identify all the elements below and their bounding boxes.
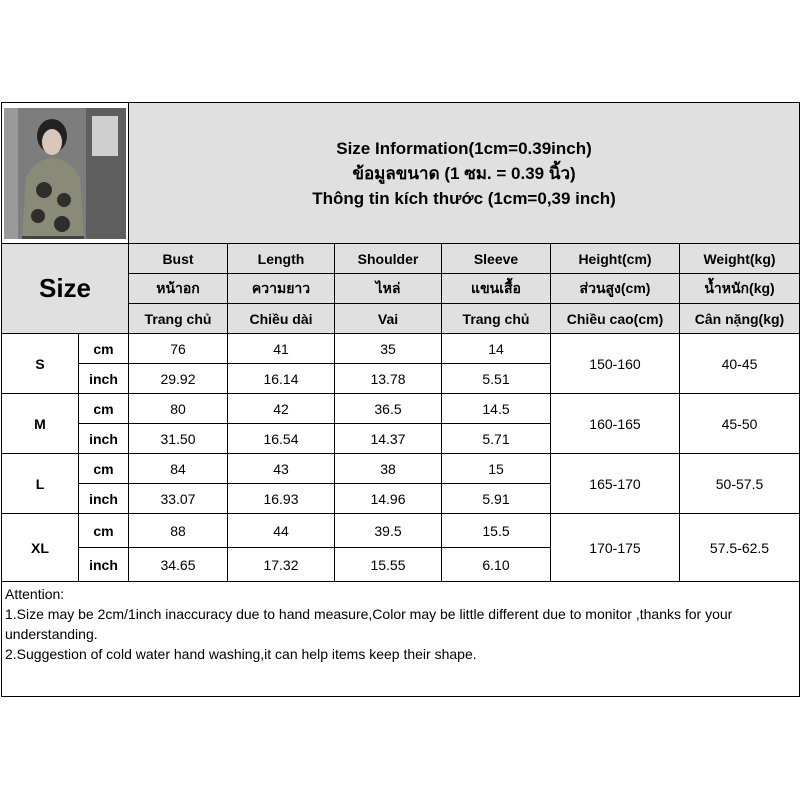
- cell-bust-cm: 76: [129, 334, 228, 364]
- size-header: [2, 244, 129, 334]
- cell-bust-cm: 88: [129, 514, 228, 548]
- unit-cm: cm: [79, 454, 129, 484]
- cell-height: 150-160: [551, 334, 680, 394]
- attention-note-2: 2.Suggestion of cold water hand washing,it can help items keep their shape.: [5, 646, 477, 662]
- attention-note-1: 1.Size may be 2cm/1inch inaccuracy due to hand measure,Color may be little different due to monitor ,thanks for your understanding.: [5, 606, 733, 642]
- cell-bust-cm: 80: [129, 394, 228, 424]
- cell-weight: 57.5-62.5: [680, 514, 800, 582]
- model-photo-icon: [4, 108, 126, 239]
- cell-sleeve-inch: 5.71: [442, 424, 551, 454]
- cell-weight: 45-50: [680, 394, 800, 454]
- col-sleeve-th: แขนเสื้อ: [442, 274, 551, 304]
- col-weight-th: น้ำหนัก(kg): [680, 274, 800, 304]
- unit-inch: inch: [79, 548, 129, 582]
- attention-notes: [2, 582, 800, 697]
- cell-weight: 50-57.5: [680, 454, 800, 514]
- cell-length-cm: 42: [228, 394, 335, 424]
- size-name-m: M: [2, 394, 79, 454]
- col-weight-en: Weight(kg): [680, 244, 800, 274]
- cell-shoulder-cm: 39.5: [335, 514, 442, 548]
- cell-bust-inch: 31.50: [129, 424, 228, 454]
- size-name-s: S: [2, 334, 79, 394]
- cell-shoulder-cm: 36.5: [335, 394, 442, 424]
- cell-bust-inch: 34.65: [129, 548, 228, 582]
- unit-inch: inch: [79, 484, 129, 514]
- col-weight-vi: Cân nặng(kg): [680, 304, 800, 334]
- unit-cm: cm: [79, 334, 129, 364]
- col-height-th: ส่วนสูง(cm): [551, 274, 680, 304]
- col-length-en: Length: [228, 244, 335, 274]
- cell-sleeve-cm: 14.5: [442, 394, 551, 424]
- size-name-l: L: [2, 454, 79, 514]
- cell-shoulder-cm: 35: [335, 334, 442, 364]
- col-height-en: Height(cm): [551, 244, 680, 274]
- unit-cm: cm: [79, 394, 129, 424]
- size-chart: [1, 102, 799, 698]
- title-thai: ข้อมูลขนาด (1 ซม. = 0.39 นิ้ว): [352, 163, 576, 183]
- unit-cm: cm: [79, 514, 129, 548]
- col-shoulder-en: Shoulder: [335, 244, 442, 274]
- col-length-th: ความยาว: [228, 274, 335, 304]
- cell-sleeve-inch: 6.10: [442, 548, 551, 582]
- col-bust-th: หน้าอก: [129, 274, 228, 304]
- cell-weight: 40-45: [680, 334, 800, 394]
- size-table: [1, 102, 800, 697]
- cell-length-cm: 44: [228, 514, 335, 548]
- cell-sleeve-inch: 5.51: [442, 364, 551, 394]
- cell-sleeve-cm: 15: [442, 454, 551, 484]
- col-sleeve-en: Sleeve: [442, 244, 551, 274]
- size-header-label: Size: [38, 273, 92, 303]
- col-bust-en: Bust: [129, 244, 228, 274]
- cell-bust-inch: 33.07: [129, 484, 228, 514]
- cell-shoulder-cm: 38: [335, 454, 442, 484]
- col-height-vi: Chiều cao(cm): [551, 304, 680, 334]
- size-name-xl: XL: [2, 514, 79, 582]
- cell-height: 165-170: [551, 454, 680, 514]
- cell-bust-cm: 84: [129, 454, 228, 484]
- col-shoulder-th: ไหล่: [335, 274, 442, 304]
- cell-length-inch: 17.32: [228, 548, 335, 582]
- cell-sleeve-inch: 5.91: [442, 484, 551, 514]
- cell-shoulder-inch: 15.55: [335, 548, 442, 582]
- cell-height: 160-165: [551, 394, 680, 454]
- cell-height: 170-175: [551, 514, 680, 582]
- cell-shoulder-inch: 14.37: [335, 424, 442, 454]
- cell-length-inch: 16.14: [228, 364, 335, 394]
- cell-length-cm: 41: [228, 334, 335, 364]
- cell-sleeve-cm: 14: [442, 334, 551, 364]
- col-sleeve-vi: Trang chủ: [442, 304, 551, 334]
- unit-inch: inch: [79, 364, 129, 394]
- cell-length-inch: 16.93: [228, 484, 335, 514]
- col-shoulder-vi: Vai: [335, 304, 442, 334]
- unit-inch: inch: [79, 424, 129, 454]
- cell-sleeve-cm: 15.5: [442, 514, 551, 548]
- cell-length-cm: 43: [228, 454, 335, 484]
- cell-bust-inch: 29.92: [129, 364, 228, 394]
- photo-cell: [2, 103, 129, 244]
- title-english: Size Information(1cm=0.39inch): [336, 138, 592, 158]
- title-vietnamese: Thông tin kích thước (1cm=0,39 inch): [312, 188, 616, 208]
- attention-heading: Attention:: [5, 586, 65, 602]
- col-bust-vi: Trang chủ: [129, 304, 228, 334]
- cell-length-inch: 16.54: [228, 424, 335, 454]
- col-length-vi: Chiều dài: [228, 304, 335, 334]
- cell-shoulder-inch: 13.78: [335, 364, 442, 394]
- title-cell: [129, 103, 800, 244]
- cell-shoulder-inch: 14.96: [335, 484, 442, 514]
